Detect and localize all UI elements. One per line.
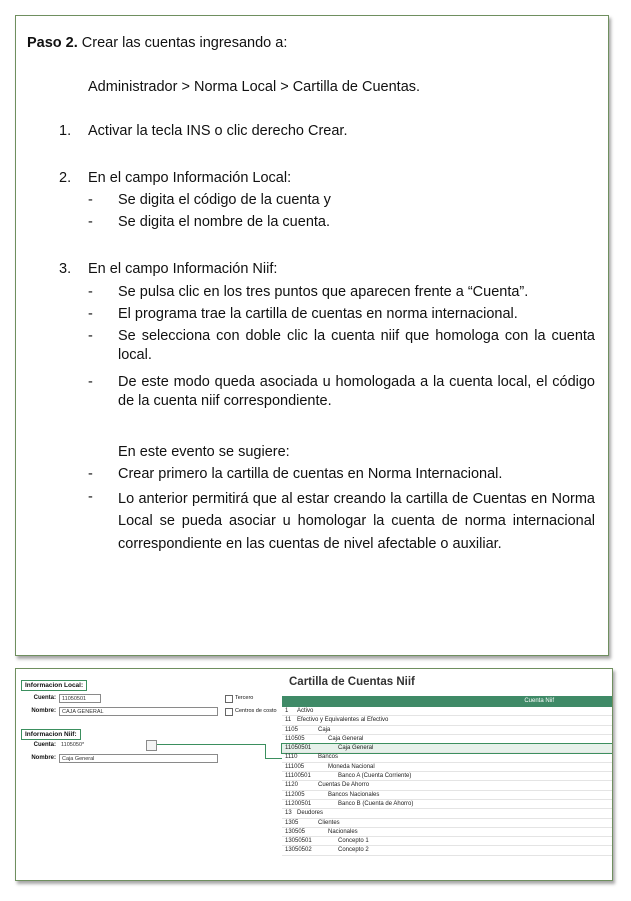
tercero-label: Tercero (235, 695, 254, 701)
tree-row[interactable] (282, 772, 612, 781)
niif-info-group-label: Informacion Niif: (21, 729, 81, 740)
tree-row-code: 11 (285, 717, 292, 724)
tercero-checkbox[interactable] (225, 695, 233, 703)
tree-row-code: 110505 (285, 735, 305, 742)
tree-row-code: 1110 (285, 754, 298, 761)
tree-row-code: 1 (285, 708, 289, 714)
tree-row-name: Moneda Nacional (328, 763, 375, 770)
tree-row-name: Banco A (Cuenta Corriente) (338, 773, 412, 780)
tree-row[interactable] (282, 819, 612, 828)
tree-title: Cartilla de Cuentas Niif (289, 676, 415, 688)
centros-costo-label: Centros de costo (235, 708, 277, 714)
bullet-dash: - (88, 284, 93, 300)
item-2-number: 2. (59, 170, 72, 186)
tree-row[interactable] (282, 726, 612, 735)
tree-row-code: 111005 (285, 763, 305, 770)
tree-row[interactable] (282, 846, 612, 855)
bullet-dash: - (88, 466, 93, 482)
tree-row-name: Caja General (328, 735, 364, 742)
local-info-group-label: Informacion Local: (21, 680, 87, 691)
tree-row-code: 13050502 (285, 847, 312, 854)
tree-row-name: Bancos (318, 754, 339, 761)
tree-row-name: Deudores (297, 810, 324, 817)
tree-row-name: Clientes (318, 819, 340, 826)
cuenta-label: Cuenta: (33, 695, 56, 701)
bullet-dash: - (88, 306, 93, 322)
tree-row[interactable] (282, 735, 612, 744)
tree-row-name: Efectivo y Equivalentes al Efectivo (297, 717, 389, 724)
tree-row[interactable] (282, 828, 612, 837)
tree-row-name: Banco B (Cuenta de Ahorro) (338, 800, 414, 807)
tree-row-code: 1305 (285, 819, 299, 826)
item-3-bullet-3: Se selecciona con doble clic la cuenta niif que homologa con la cuenta local. (118, 328, 595, 364)
cuenta-field[interactable]: 11050501 (59, 694, 101, 703)
instruction-box (15, 15, 609, 656)
bullet-dash: - (88, 328, 93, 344)
nombre-field[interactable]: CAJA GENERAL (59, 707, 218, 716)
tree-row-name: Caja (318, 726, 331, 733)
tree-row-name: Cuentas De Ahorro (318, 782, 370, 789)
niif-cuenta-label: Cuenta: (33, 742, 56, 748)
connector-line (157, 744, 265, 745)
connector-line (265, 744, 266, 758)
step-heading (27, 34, 287, 53)
item-3-bullet-2: El programa trae la cartilla de cuentas en norma internacional. (118, 306, 518, 322)
tree-row-code: 130505 (285, 828, 306, 835)
item-1-number: 1. (59, 123, 72, 139)
suggest-bullet-2: Lo anterior permitirá que al estar creando la cartilla de Cuentas en Norma Local se pueda asociar u homologar la cuenta de norma internacional correspondiente en las cuentas de nivel afectable o auxiliar. (118, 491, 595, 552)
item-2-bullet-2: Se digita el nombre de la cuenta. (118, 214, 330, 230)
menu-path: Administrador > Norma Local > Cartilla de Cuentas. (88, 79, 421, 95)
tree-row-name: Concepto 1 (338, 838, 369, 845)
tree-header (282, 696, 612, 707)
item-3-bullet-1: Se pulsa clic en los tres puntos que aparecen frente a “Cuenta”. (118, 284, 529, 300)
tree-row-name: Caja General (338, 745, 374, 752)
tree-row-code: 1105 (285, 726, 298, 733)
tree-row[interactable] (282, 837, 612, 846)
tree-row-code: 112005 (285, 791, 305, 798)
item-2-bullet-1: Se digita el código de la cuenta y (118, 192, 331, 208)
item-1-text: Activar la tecla INS o clic derecho Crear. (88, 123, 348, 139)
tree-row[interactable] (282, 744, 612, 753)
step-label: Paso 2. (27, 35, 78, 51)
tree-row[interactable] (282, 707, 612, 716)
bullet-dash: - (88, 374, 93, 390)
item-3-number: 3. (59, 261, 72, 277)
nombre-label: Nombre: (31, 708, 56, 714)
tree-row-name: Nacionales (328, 828, 358, 835)
app-screenshot (15, 668, 613, 881)
tree-row-name: Activo (297, 708, 314, 714)
connector-line (265, 758, 282, 759)
tree-list (282, 707, 612, 856)
tree-row[interactable] (282, 716, 612, 725)
tree-row[interactable] (282, 809, 612, 818)
item-2-text: En el campo Información Local: (88, 170, 292, 186)
tree-column-header: Cuenta Niif (524, 698, 554, 704)
bullet-dash: - (88, 214, 93, 230)
tree-row-name: Bancos Nacionales (328, 791, 380, 798)
tree-row-code: 11050501 (285, 745, 312, 752)
tree-row-code: 1120 (285, 782, 298, 789)
niif-nombre-label: Nombre: (31, 755, 56, 761)
tree-row-code: 11200501 (285, 800, 312, 807)
bullet-dash: - (88, 192, 93, 208)
item-3-text: En el campo Información Niif: (88, 261, 278, 277)
tree-row-code: 13050501 (285, 838, 312, 845)
tree-row-code: 11100501 (285, 773, 311, 780)
tree-row-code: 13 (285, 810, 292, 817)
step-text: Crear las cuentas ingresando a: (77, 35, 288, 51)
niif-nombre-field[interactable]: Caja General (59, 754, 218, 763)
tree-row-name: Concepto 2 (338, 847, 369, 854)
tree-row[interactable] (282, 800, 612, 809)
suggest-intro: En este evento se sugiere: (118, 444, 290, 460)
item-3-bullet-4: De este modo queda asociada u homologada a la cuenta local, el código de la cuenta niif correspondiente. (118, 374, 595, 410)
tree-row[interactable] (282, 753, 612, 762)
tree-row[interactable] (282, 781, 612, 790)
suggest-bullet-1: Crear primero la cartilla de cuentas en Norma Internacional. (118, 466, 503, 482)
niif-cuenta-field[interactable]: 1105050* (59, 741, 101, 750)
tree-row[interactable] (282, 791, 612, 800)
tree-row[interactable] (282, 763, 612, 772)
ellipsis-button[interactable] (146, 740, 157, 751)
centros-costo-checkbox[interactable] (225, 708, 233, 716)
bullet-dash: - (88, 489, 93, 505)
